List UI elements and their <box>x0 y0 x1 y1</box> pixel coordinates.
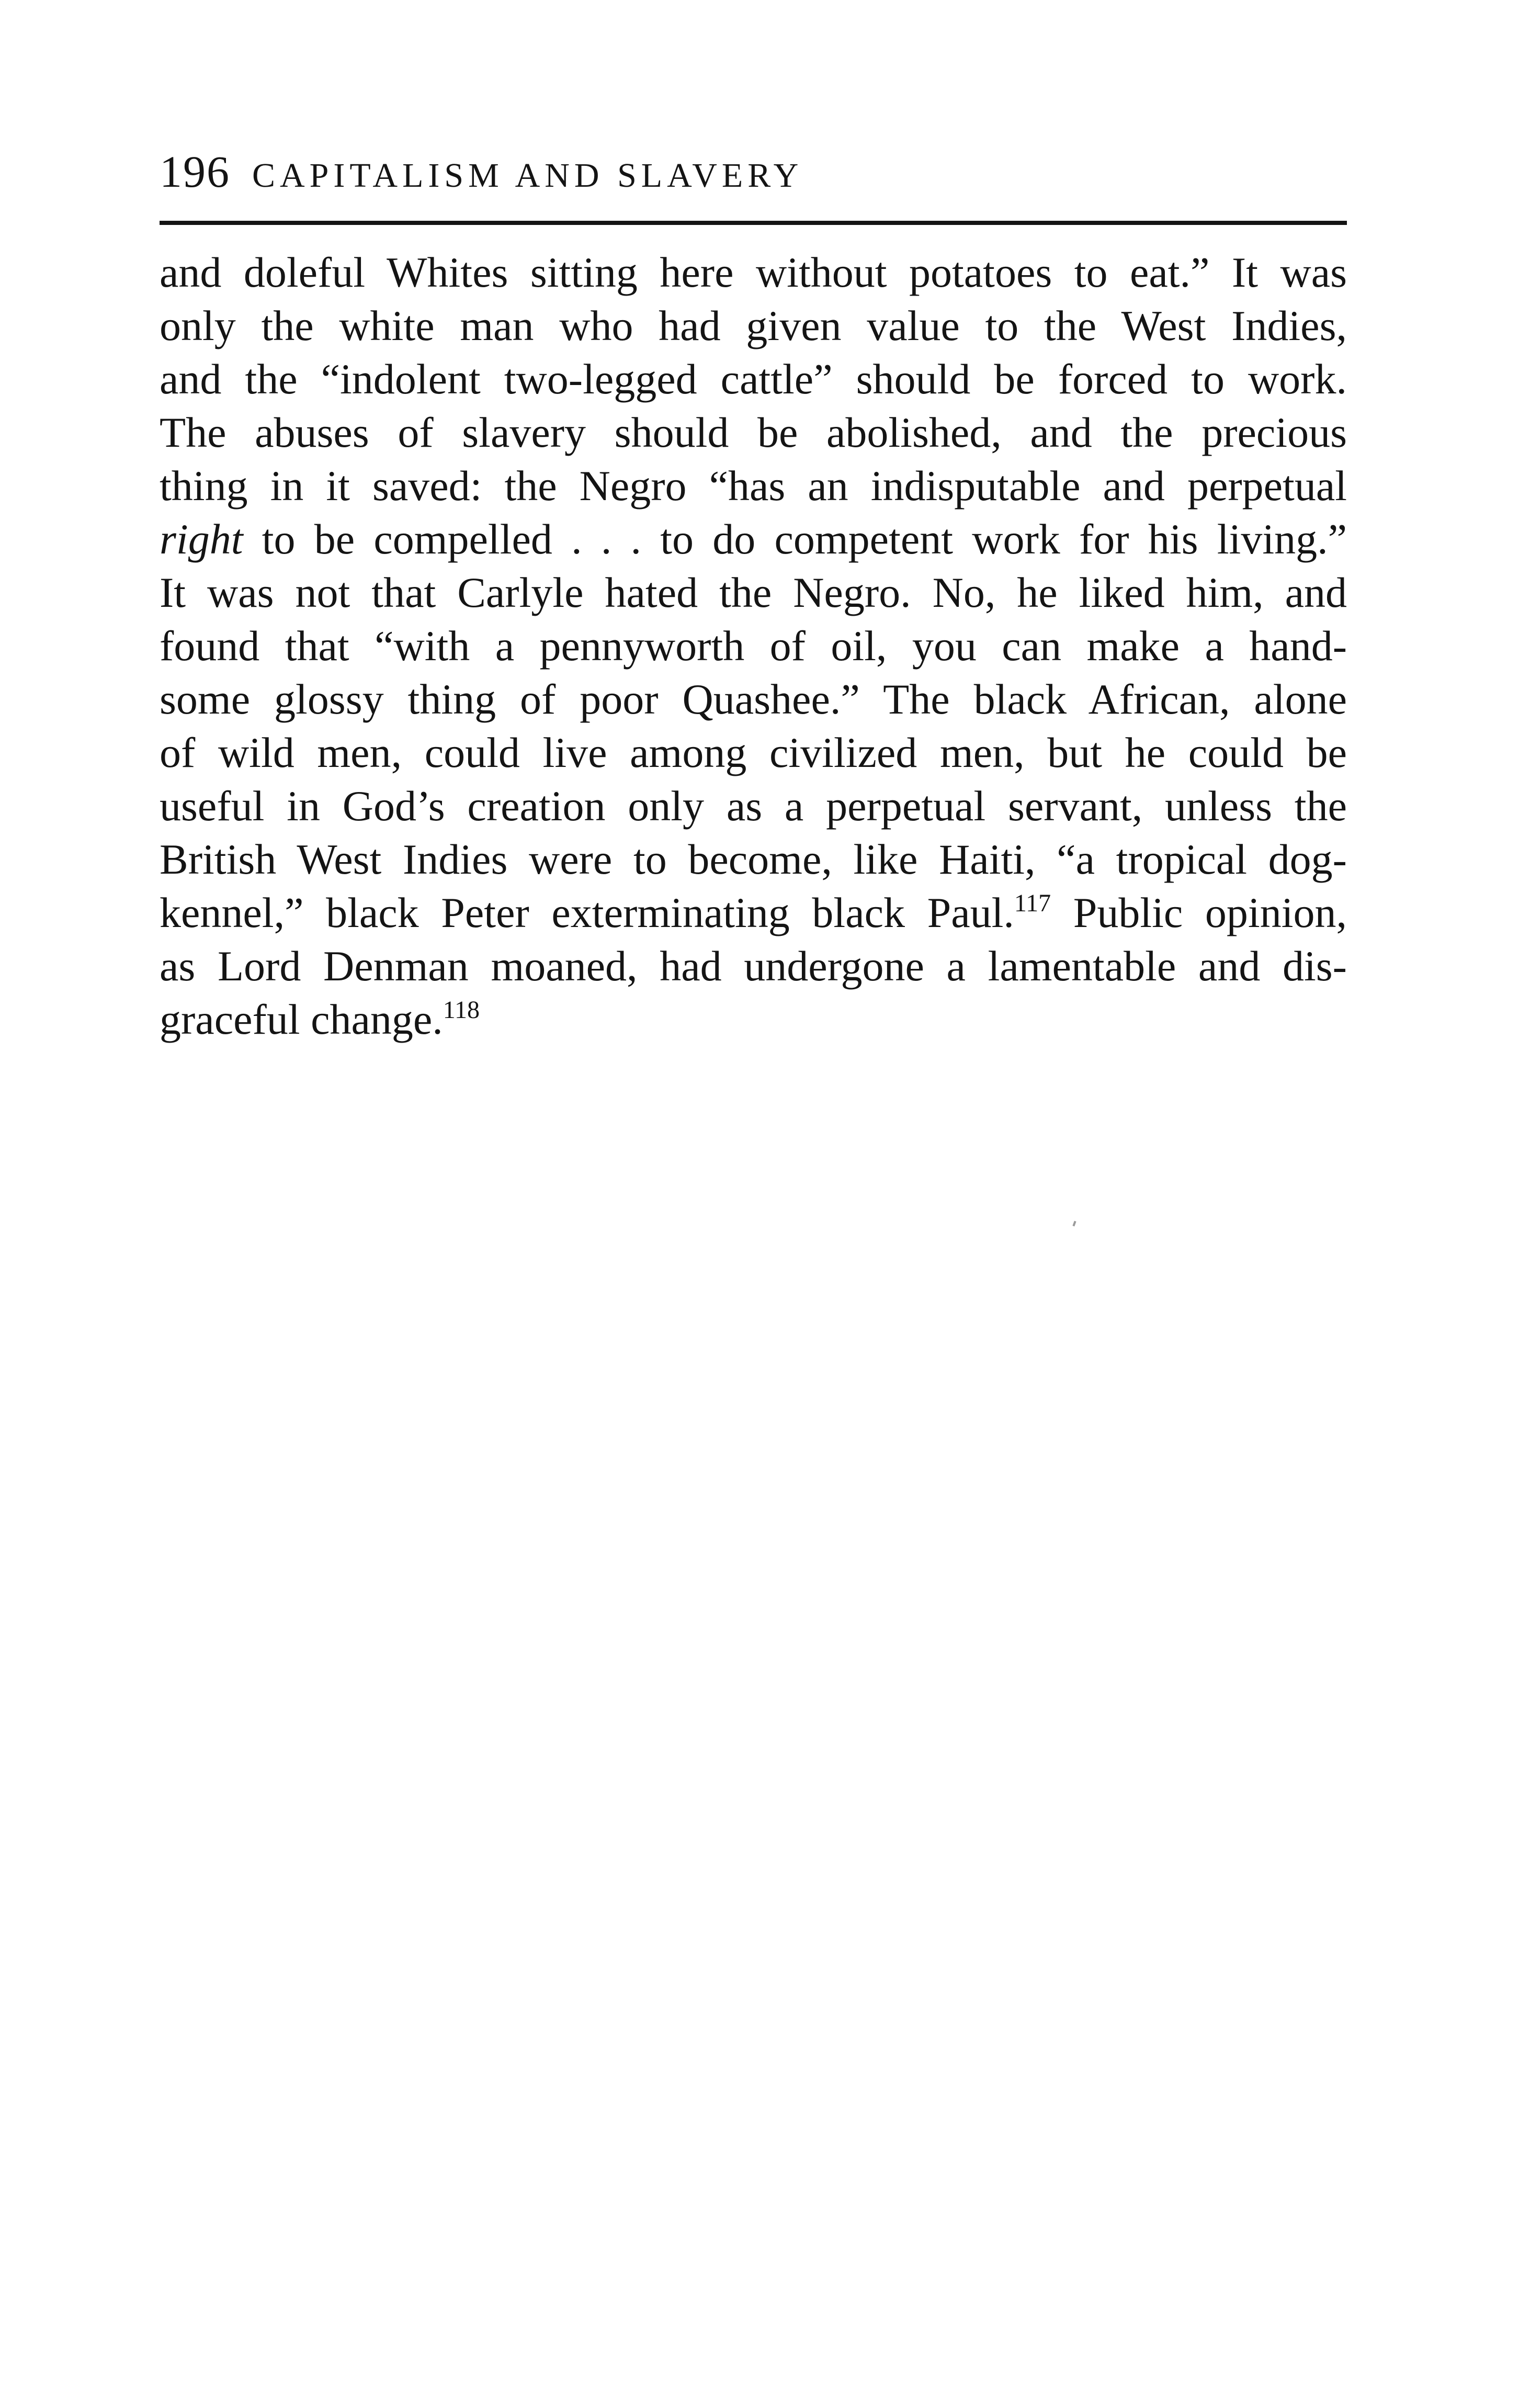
page-number: 196 <box>160 146 230 197</box>
text-line: of wild men, could live among civilized men, but he could be <box>160 729 1347 776</box>
text-line: and doleful Whites sitting here without potatoes to eat.” It was <box>160 248 1347 296</box>
footnote-marker[interactable]: 118 <box>443 996 480 1024</box>
line-text: to be compelled . . . to do competent work for his living.” <box>243 515 1347 563</box>
text-line <box>160 886 1347 940</box>
text-line: found that “with a pennyworth of oil, you can make a hand- <box>160 622 1347 670</box>
text-line <box>160 513 1347 566</box>
text-line: It was not that Carlyle hated the Negro. No, he liked him, and <box>160 569 1347 616</box>
text-line: as Lord Denman moaned, had undergone a lamentable and dis- <box>160 942 1347 990</box>
text-line <box>160 993 1347 1046</box>
text-line: useful in God’s creation only as a perpetual servant, unless the <box>160 782 1347 830</box>
text-line: and the “indolent two-legged cattle” should be forced to work. <box>160 355 1347 403</box>
header-rule <box>160 221 1347 225</box>
line-text: Public opinion, <box>1051 889 1347 936</box>
text-line: The abuses of slavery should be abolished, and the precious <box>160 409 1347 456</box>
running-head <box>160 145 1347 203</box>
running-title: CAPITALISM AND SLAVERY <box>252 156 803 195</box>
scan-speck <box>1072 1221 1076 1227</box>
line-text: graceful change. <box>160 996 443 1043</box>
line-text: kennel,” black Peter exterminating black Paul. <box>160 889 1014 936</box>
body-text <box>160 246 1347 1046</box>
text-line: British West Indies were to become, like Haiti, “a tropical dog- <box>160 835 1347 883</box>
text-line: thing in it saved: the Negro “has an indisputable and perpetual <box>160 462 1347 510</box>
text-line: some glossy thing of poor Quashee.” The black African, alone <box>160 675 1347 723</box>
italic-word: right <box>160 515 243 563</box>
footnote-marker[interactable]: 117 <box>1014 889 1051 917</box>
text-line: only the white man who had given value to the West Indies, <box>160 302 1347 349</box>
